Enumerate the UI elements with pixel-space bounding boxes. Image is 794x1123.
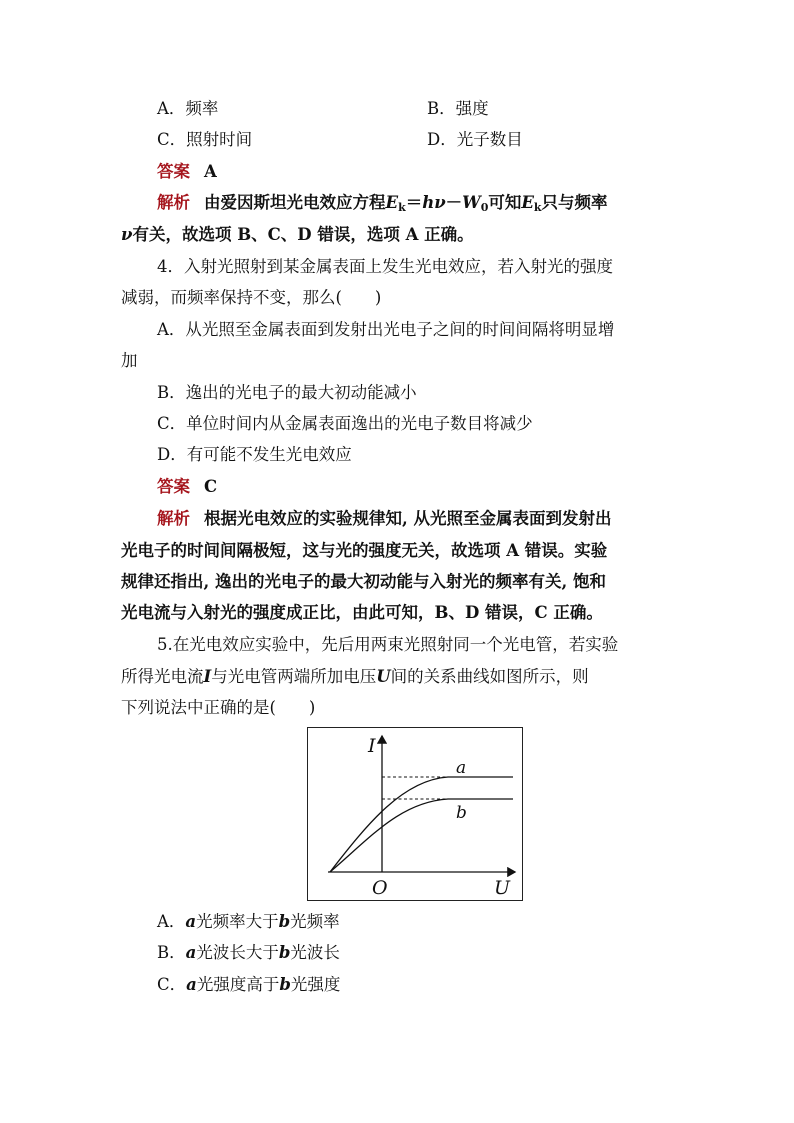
stem-text: 间的关系曲线如图所示，则	[390, 667, 589, 686]
curve-b	[330, 799, 513, 872]
prev-options-row-2	[157, 129, 717, 151]
symbol-a: a	[185, 943, 197, 962]
analysis-text: 只与频率	[541, 193, 608, 212]
subscript-k: k	[398, 201, 406, 214]
symbol-hv: hν	[422, 193, 446, 212]
option-text: 光频率	[290, 912, 340, 931]
y-axis-label: I	[368, 735, 376, 757]
prev-option-d: D．光子数目	[427, 130, 523, 149]
subscript-0: 0	[480, 201, 489, 214]
option-text: 光波长大于	[196, 943, 279, 962]
option-text: 光强度	[290, 975, 341, 994]
stem-text: 与光电管两端所加电压	[211, 667, 377, 686]
answer-value: A	[204, 162, 217, 181]
prev-option-c: C．照射时间	[157, 130, 253, 149]
symbol-a: a	[185, 912, 197, 931]
analysis-label: 解析	[157, 193, 190, 212]
q3-analysis-line-1	[157, 192, 717, 219]
option-prefix: B．	[157, 943, 186, 962]
prev-options-row-1	[157, 98, 717, 120]
answer-label: 答案	[157, 477, 190, 496]
q4-analysis-line-1	[157, 508, 717, 530]
analysis-text: 由爱因斯坦光电效应方程	[204, 193, 386, 212]
q4-option-a-line-2: 加	[121, 351, 138, 370]
answer-value: C	[204, 477, 218, 496]
q4-option-d: D．有可能不发生光电效应	[157, 445, 352, 464]
q4-answer	[157, 476, 717, 498]
q4-option-b: B．逸出的光电子的最大初动能减小	[157, 383, 417, 402]
answer-label: 答案	[157, 162, 190, 181]
q5-stem-line-2	[121, 666, 681, 688]
q4-analysis-line-2: 光电子的时间间隔极短，这与光的强度无关，故选项 A 错误。实验	[121, 541, 608, 560]
q3-analysis-line-2	[121, 224, 681, 246]
q5-option-b	[157, 942, 717, 964]
option-text: 光频率大于	[196, 912, 279, 931]
symbol-U: U	[376, 667, 391, 686]
x-axis-label: U	[494, 877, 511, 899]
q5-option-a	[157, 911, 717, 933]
q5-stem-line-1: 5.在光电效应实验中，先后用两束光照射同一个光电管，若实验	[157, 635, 619, 654]
q4-stem-line-1: 4．入射光照射到某金属表面上发生光电效应，若入射光的强度	[157, 257, 613, 276]
symbol-b: b	[278, 943, 291, 962]
prev-option-a: A．频率	[157, 99, 219, 118]
curve-a-label: a	[456, 758, 467, 778]
analysis-text: 可知	[488, 193, 522, 212]
symbol-I: I	[203, 667, 212, 686]
minus-sign: －	[445, 193, 463, 212]
option-text: 光波长	[290, 943, 340, 962]
option-text: 光强度高于	[196, 975, 280, 994]
q4-option-c: C．单位时间内从金属表面逸出的光电子数目将减少	[157, 414, 533, 433]
q4-analysis-line-4: 光电流与入射光的强度成正比，由此可知，B、D 错误，C 正确。	[121, 603, 603, 622]
symbol-b: b	[279, 975, 291, 994]
analysis-label: 解析	[157, 509, 190, 528]
q4-option-a-line-1: A．从光照至金属表面到发射出光电子之间的时间间隔将明显增	[157, 320, 615, 339]
symbol-W: W	[462, 193, 481, 212]
q5-option-c	[157, 974, 717, 996]
iu-curve-diagram	[308, 728, 524, 902]
curve-a	[330, 777, 513, 872]
option-prefix: C．	[157, 975, 187, 994]
q5-stem-line-3: 下列说法中正确的是( )	[121, 698, 316, 717]
stem-text: 所得光电流	[121, 667, 204, 686]
prev-option-b: B．强度	[427, 99, 489, 118]
symbol-v: ν	[121, 225, 133, 244]
analysis-text: 有关，故选项 B、C、D 错误，选项 A 正确。	[132, 225, 474, 244]
subscript-k: k	[533, 201, 542, 214]
symbol-a: a	[186, 975, 197, 994]
analysis-text: 根据光电效应的实验规律知, 从光照至金属表面到发射出	[204, 509, 612, 528]
option-prefix: A．	[157, 912, 186, 931]
origin-label: O	[372, 877, 388, 899]
symbol-b: b	[278, 912, 291, 931]
q4-analysis-line-3: 规律还指出, 逸出的光电子的最大初动能与入射光的频率有关, 饱和	[121, 572, 606, 591]
symbol-E: E	[385, 193, 399, 212]
q4-stem-line-2: 减弱，而频率保持不变，那么( )	[121, 288, 382, 307]
q3-answer	[157, 161, 717, 183]
iu-curve-figure	[307, 727, 523, 901]
symbol-E: E	[521, 193, 534, 212]
equals-sign: ＝	[405, 193, 423, 212]
curve-b-label: b	[456, 803, 467, 823]
